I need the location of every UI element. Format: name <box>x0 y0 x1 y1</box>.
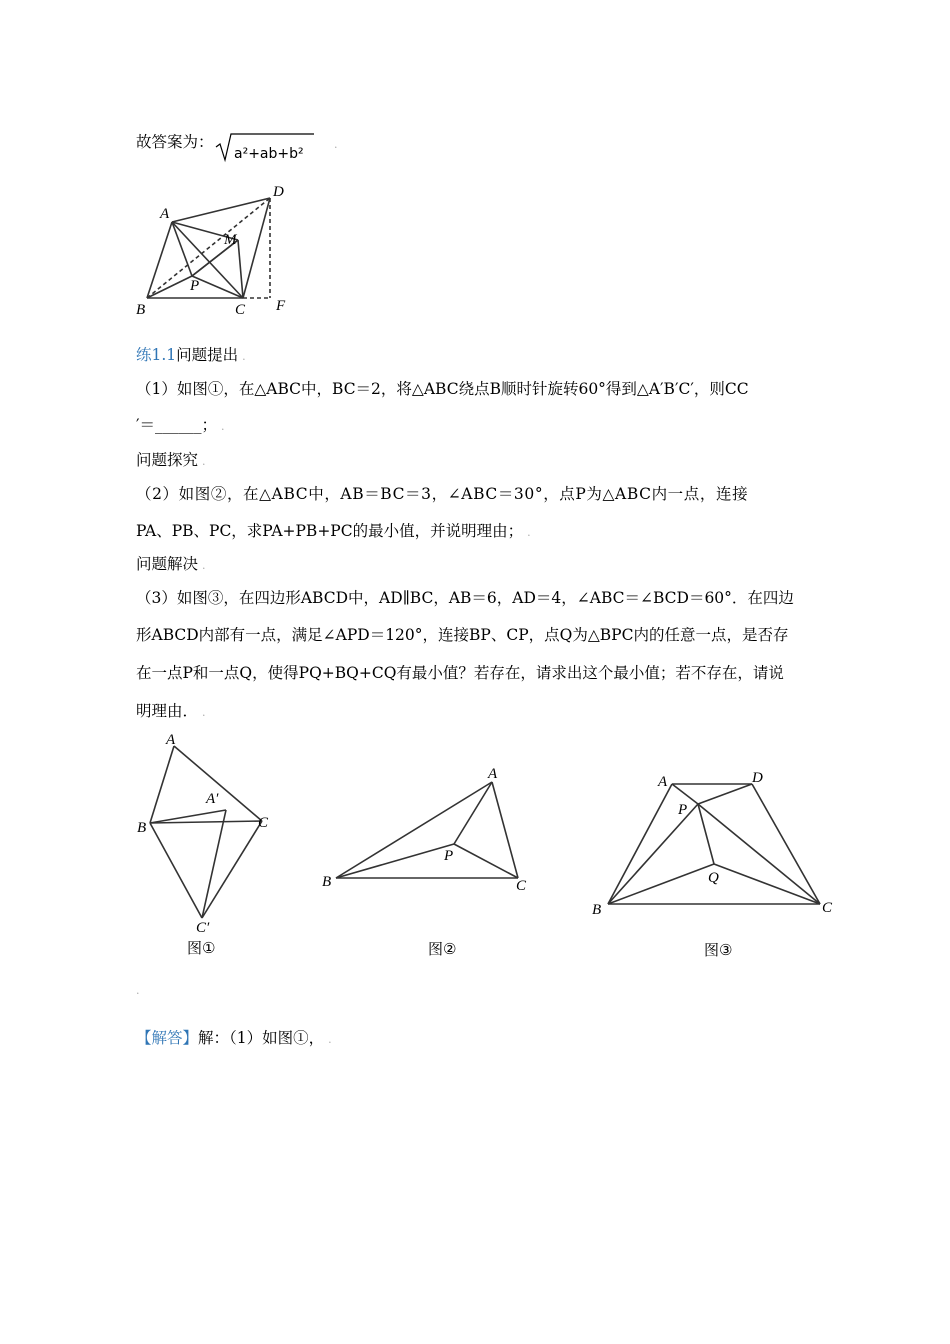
figure-1 <box>130 728 280 958</box>
answer-prefix: 故答案为： <box>136 133 214 151</box>
fig3-label-C: C <box>822 900 833 916</box>
document-page: 故答案为： a²+ab+b² . A D M P B C F 练1.1问题提出 . （1）如图①，在△ABC中，BC＝2，将△ABC绕点B顺时针旋转60°得到△A′B′C′，则CC ′＝______； . 问题探究 . （2）如图②，在△ABC中，AB＝BC＝3，∠ABC＝30°，点P为△ABC内一点，连接 PA、PB、PC，求PA+PB+PC的最小值，并说明理由； . 问题解决 . （3）如图③，在四边形ABCD中，AD∥BC，AB＝6，AD＝4，∠ABC＝∠BCD＝60°．在四边 形ABCD内部有一点，满足∠APD＝120°，连接BP、CP，点Q为△BPC内的任意一点，是否存 在一点P和一点Q，使得PQ+BQ+CQ有最小值？若存在，请求出这个最小值；若不存在，请说 明理由． . A A′ B C C′ 图① A P B C 图② A D P Q B C 图③ . 【解答】解：（1）如图①， . <box>0 0 950 1344</box>
q3-line1: （3）如图③，在四边形ABCD中，AD∥BC，AB＝6，AD＝4，∠ABC＝∠BCD＝60°．在四边 <box>136 589 794 607</box>
label-A: A <box>160 206 170 222</box>
label-B: B <box>136 302 146 318</box>
section3-title: 问题解决 . <box>136 555 206 573</box>
figure-2 <box>316 760 536 960</box>
q1-line2-text: ′＝______； <box>136 416 218 434</box>
fig2-label-B: B <box>322 874 332 890</box>
fig2-caption: 图② <box>428 940 457 958</box>
fig1-label-B: B <box>137 820 147 836</box>
fig1-caption: 图① <box>187 939 216 957</box>
section2-title: 问题探究 . <box>136 451 206 469</box>
answer-tag: 【解答】 <box>136 1029 199 1047</box>
section2-title-text: 问题探究 <box>136 451 199 469</box>
fig1-label-C: C <box>258 815 269 831</box>
label-M: M <box>224 232 237 248</box>
q3-line4-text: 明理由． <box>136 702 199 720</box>
q3-line3: 在一点P和一点Q，使得PQ+BQ+CQ有最小值？若存在，请求出这个最小值；若不存在，请说 <box>136 664 784 682</box>
q1-line2: ′＝______； . <box>136 416 225 434</box>
answer-line <box>136 130 214 152</box>
fig2-label-A: A <box>488 766 498 782</box>
label-P: P <box>190 278 200 294</box>
fig3-label-B: B <box>592 902 602 918</box>
q3-line4: 明理由． . <box>136 702 206 720</box>
line-AP <box>172 222 192 276</box>
fig3-label-P: P <box>678 802 688 818</box>
fig3-caption: 图③ <box>704 941 733 959</box>
q2-line1: （2）如图②，在△ABC中，AB＝BC＝3，∠ABC＝30°，点P为△ABC内一点，连接 <box>136 485 749 503</box>
line-AB <box>147 222 172 298</box>
fig3-label-D: D <box>752 770 763 786</box>
sqrt-radicand: a²+ab+b² <box>234 146 304 162</box>
fig2-label-P: P <box>444 848 454 864</box>
fig3-label-Q: Q <box>708 870 719 886</box>
label-D: D <box>273 184 284 200</box>
figure-3 <box>586 766 846 960</box>
q3-line2: 形ABCD内部有一点，满足∠APD＝120°，连接BP、CP，点Q为△BPC内的任意一点，是否存 <box>136 626 789 644</box>
figure-top <box>130 178 300 323</box>
exercise-number: 练1.1 <box>136 346 177 364</box>
label-F: F <box>276 298 286 314</box>
exercise-title: 问题提出 <box>176 346 239 364</box>
sqrt-expression <box>214 128 324 164</box>
line-PC <box>192 276 243 298</box>
label-C: C <box>235 302 246 318</box>
fig1-label-C-prime: C′ <box>196 920 210 936</box>
fig1-label-A-prime: A′ <box>206 791 219 807</box>
fig2-label-C: C <box>516 878 527 894</box>
answer-start-text: 解：（1）如图①， <box>198 1029 325 1047</box>
q2-line2: PA、PB、PC，求PA+PB+PC的最小值，并说明理由； . <box>136 522 531 540</box>
fig1-label-A: A <box>166 732 176 748</box>
answer-start-line: 【解答】解：（1）如图①， . <box>136 1029 332 1047</box>
line-AD <box>172 198 270 222</box>
q1-line1: （1）如图①，在△ABC中，BC＝2，将△ABC绕点B顺时针旋转60°得到△A′B′C′，则CC <box>136 380 749 398</box>
section3-title-text: 问题解决 <box>136 555 199 573</box>
line-CD <box>243 198 270 298</box>
fig3-label-A: A <box>658 774 668 790</box>
exercise-heading: 练1.1问题提出 . <box>136 346 246 364</box>
line-MC <box>238 240 243 298</box>
q2-line2-text: PA、PB、PC，求PA+PB+PC的最小值，并说明理由； <box>136 522 524 540</box>
